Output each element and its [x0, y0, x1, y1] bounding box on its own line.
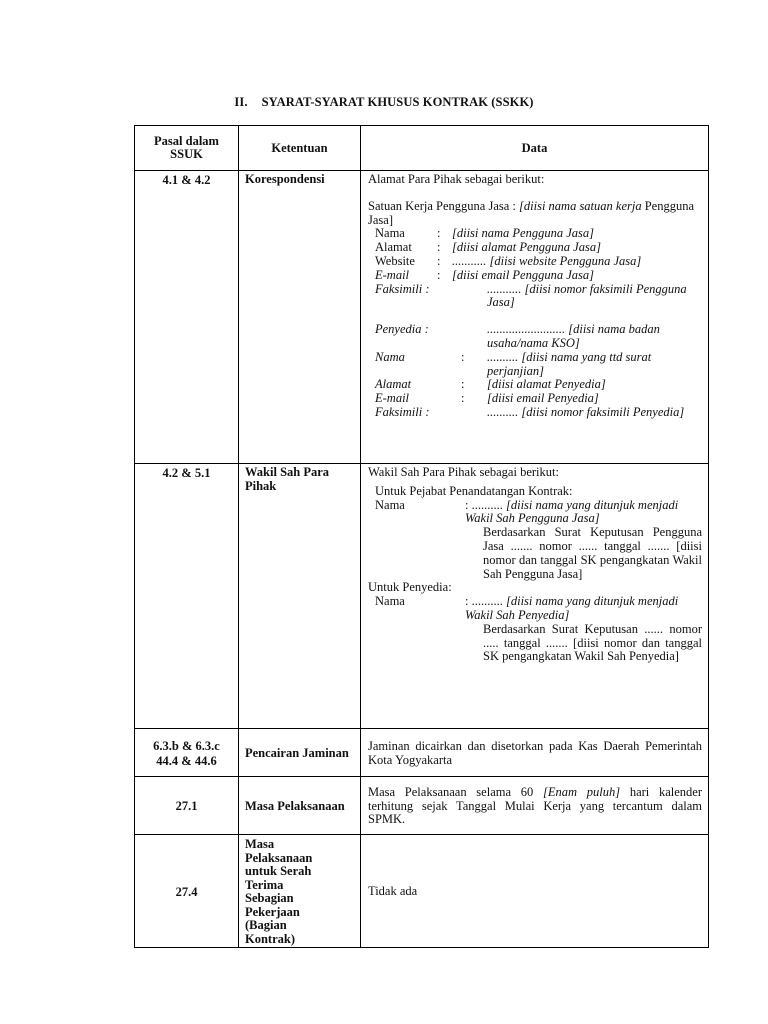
- field-row: Alamat : [diisi alamat Pengguna Jasa]: [375, 240, 601, 255]
- ketentuan-cell: Masa Pelaksanaan untuk Serah Terima Sebagian Pekerjaan (Bagian Kontrak): [239, 835, 361, 948]
- field-row: Alamat : [diisi alamat Penyedia]: [375, 377, 606, 392]
- sskk-table: [134, 125, 709, 948]
- field-row: Nama : [diisi nama Pengguna Jasa]: [375, 226, 595, 241]
- pasal-cell: 4.1 & 4.2: [135, 171, 239, 464]
- table-row: [135, 171, 709, 464]
- penyedia-nama-line: Nama : .......... [diisi nama yang ditunjuk menjadi Wakil Sah Penyedia]: [375, 594, 679, 622]
- data-cell: Jaminan dicairkan dan disetorkan pada Kas Daerah Pemerintah Kota Yogyakarta: [361, 729, 709, 777]
- ppk-nama-line: Nama : .......... [diisi nama yang ditunjuk menjadi Wakil Sah Pengguna Jasa]: [375, 497, 679, 526]
- field-row: E-mail : [diisi email Penyedia]: [375, 391, 599, 406]
- ketentuan-cell: Pencairan Jaminan: [239, 729, 361, 777]
- field-row: Penyedia : ......................... [diisi nama badan usaha/nama KSO]: [375, 322, 660, 350]
- field-row: Nama : .......... [diisi nama yang ttd surat perjanjian]: [375, 349, 652, 378]
- satuan-kerja-line: Satuan Kerja Pengguna Jasa : [diisi nama satuan kerja Pengguna Jasa]: [368, 198, 695, 227]
- field-row: E-mail : [diisi email Pengguna Jasa]: [375, 267, 595, 282]
- section-number: II.: [234, 95, 248, 109]
- header-data: Data: [361, 126, 709, 171]
- pasal-cell: 27.1: [135, 777, 239, 835]
- field-row: Faksimili : .......... [diisi nomor faksimili Penyedia]: [375, 404, 685, 419]
- penyedia-heading: Untuk Penyedia:: [368, 580, 452, 595]
- data-cell: [361, 464, 709, 729]
- table-header-row: [135, 126, 709, 171]
- data-intro: Alamat Para Pihak sebagai berikut:: [368, 172, 545, 186]
- header-pasal: Pasal dalam SSUK: [135, 126, 239, 171]
- ketentuan-cell: Wakil Sah Para Pihak: [239, 464, 361, 729]
- table-row: [135, 835, 709, 948]
- pasal-cell: 6.3.b & 6.3.c 44.4 & 44.6: [135, 729, 239, 777]
- table-row: [135, 777, 709, 835]
- field-row: Website : ........... [diisi website Pengguna Jasa]: [375, 253, 642, 268]
- pasal-cell: 27.4: [135, 835, 239, 948]
- data-intro: Wakil Sah Para Pihak sebagai berikut:: [368, 465, 559, 479]
- data-cell: Masa Pelaksanaan selama 60 [Enam puluh] hari kalender terhitung sejak Tanggal Mulai Kerja yang tercantum dalam SPMK.: [361, 777, 709, 835]
- document-title: [0, 95, 768, 110]
- data-cell: Tidak ada: [361, 835, 709, 948]
- data-cell: [361, 171, 709, 464]
- field-row: Faksimili : ........... [diisi nomor faksimili Pengguna Jasa]: [375, 281, 687, 310]
- section-title: SYARAT-SYARAT KHUSUS KONTRAK (SSKK): [261, 95, 534, 109]
- ppk-heading: Untuk Pejabat Penandatangan Kontrak:: [375, 483, 573, 498]
- table-row: [135, 464, 709, 729]
- pasal-cell: 4.2 & 5.1: [135, 464, 239, 729]
- table-row: [135, 729, 709, 777]
- header-ketentuan: Ketentuan: [239, 126, 361, 171]
- ketentuan-cell: Korespondensi: [239, 171, 361, 464]
- ketentuan-cell: Masa Pelaksanaan: [239, 777, 361, 835]
- penyedia-detail: Berdasarkan Surat Keputusan ...... nomor ..... tanggal ....... [diisi nomor dan tanggal SK pengangkatan Wakil Sah Penyedia]: [483, 621, 702, 664]
- ppk-detail: Berdasarkan Surat Keputusan Pengguna Jasa ....... nomor ...... tanggal ....... [diisi nomor dan tanggal SK pengangkatan Wakil Sah Pengguna Jasa]: [483, 525, 702, 581]
